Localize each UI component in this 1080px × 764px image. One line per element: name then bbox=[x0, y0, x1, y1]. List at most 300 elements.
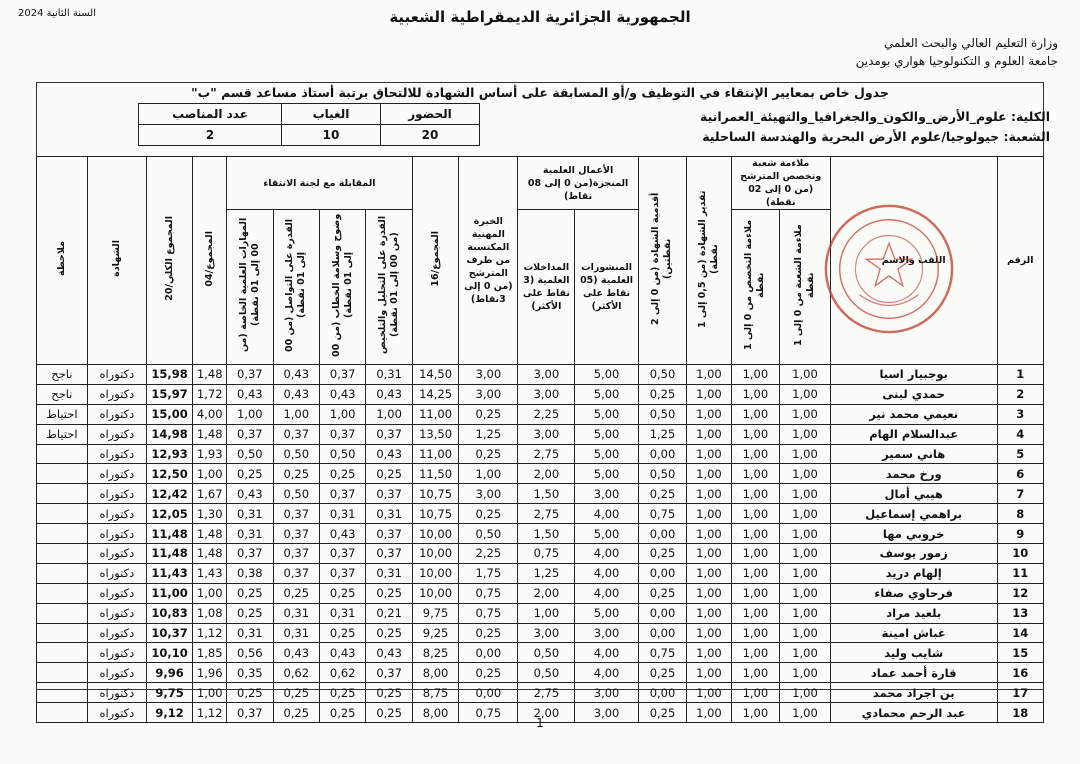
selection-table bbox=[36, 156, 1044, 723]
cell-an: 0,37 bbox=[366, 544, 412, 564]
cell-fs: 1,00 bbox=[731, 663, 780, 683]
table-row bbox=[37, 365, 1044, 385]
cell-name: بن اجراد محمد bbox=[830, 683, 997, 703]
cell-fs: 1,00 bbox=[731, 544, 780, 564]
cell-pub: 4,00 bbox=[575, 663, 638, 683]
cell-ca: 0,37 bbox=[273, 544, 319, 564]
cell-gr: 1,00 bbox=[687, 524, 731, 544]
cell-tot: 12,93 bbox=[146, 444, 192, 464]
cell-deg: دكتوراه bbox=[87, 623, 146, 643]
absent-value: 10 bbox=[282, 125, 381, 146]
cell-fs: 1,00 bbox=[731, 464, 780, 484]
cell-ca: 0,50 bbox=[273, 444, 319, 464]
page-number: 1 bbox=[536, 716, 544, 730]
cell-an: 0,31 bbox=[366, 365, 412, 385]
positions-value: 2 bbox=[139, 125, 282, 146]
cell-sk: 0,35 bbox=[227, 663, 273, 683]
cell-exp: 1,00 bbox=[459, 464, 518, 484]
cell-t04: 1,93 bbox=[193, 444, 227, 464]
cell-name: خروبي مها bbox=[830, 524, 997, 544]
cell-name: هاني سمير bbox=[830, 444, 997, 464]
cell-fb: 1,00 bbox=[780, 603, 831, 623]
cell-name: قارة أحمد عماد bbox=[830, 663, 997, 683]
cell-t16: 8,00 bbox=[412, 663, 458, 683]
absent-label: الغياب bbox=[282, 104, 381, 125]
col-fit-group: ملاءمة شعبة وتخصص المترشح (من 0 إلى 02 نقطة) bbox=[731, 157, 830, 210]
cell-exp: 0,00 bbox=[459, 643, 518, 663]
cell-tot: 12,42 bbox=[146, 484, 192, 504]
cell-name: براهمي إسماعيل bbox=[830, 504, 997, 524]
col-grade: تقدير الشهادة (من 0,5 إلى 1 نقطة) bbox=[687, 157, 731, 365]
table-row bbox=[37, 404, 1044, 424]
cell-pub: 5,00 bbox=[575, 384, 638, 404]
cell-an: 0,37 bbox=[366, 524, 412, 544]
cell-note bbox=[37, 504, 88, 524]
cell-sen: 0,50 bbox=[638, 365, 687, 385]
cell-fb: 1,00 bbox=[780, 544, 831, 564]
cell-cl: 1,00 bbox=[319, 404, 365, 424]
cell-exp: 0,25 bbox=[459, 623, 518, 643]
cell-sen: 1,25 bbox=[638, 424, 687, 444]
cell-tot: 12,05 bbox=[146, 504, 192, 524]
branch-line: الشعبة: جيولوجيا/علوم الأرض البحرية والهندسة الساحلية bbox=[702, 129, 1050, 144]
cell-pub: 4,00 bbox=[575, 504, 638, 524]
cell-n: 12 bbox=[997, 583, 1043, 603]
cell-t04: 1,12 bbox=[193, 623, 227, 643]
cell-pub: 4,00 bbox=[575, 563, 638, 583]
cell-fs: 1,00 bbox=[731, 703, 780, 723]
cell-ca: 0,50 bbox=[273, 484, 319, 504]
cell-exp: 0,75 bbox=[459, 603, 518, 623]
table-title: جدول خاص بمعايير الإنتقاء في التوظيف و/أو المسابقة على أساس الشهادة للالتحاق برتبة أستاذ مساعد قسم "ب" bbox=[191, 85, 889, 100]
cell-note bbox=[37, 464, 88, 484]
cell-n: 18 bbox=[997, 703, 1043, 723]
cell-note bbox=[37, 603, 88, 623]
cell-tot: 9,12 bbox=[146, 703, 192, 723]
cell-note: احتياط bbox=[37, 404, 88, 424]
cell-note: ناجح bbox=[37, 365, 88, 385]
faculty-line: الكلية: علوم_الأرض_والكون_والجغرافيا_والتهيئة_العمرانية bbox=[700, 109, 1050, 124]
cell-an: 0,25 bbox=[366, 683, 412, 703]
cell-pub: 5,00 bbox=[575, 444, 638, 464]
cell-ca: 0,25 bbox=[273, 583, 319, 603]
cell-t16: 10,00 bbox=[412, 583, 458, 603]
cell-sk: 0,50 bbox=[227, 444, 273, 464]
cell-com: 3,00 bbox=[518, 384, 575, 404]
cell-name: عبد الرحم محمادي bbox=[830, 703, 997, 723]
cell-sen: 0,25 bbox=[638, 703, 687, 723]
cell-an: 0,25 bbox=[366, 464, 412, 484]
cell-cl: 0,37 bbox=[319, 424, 365, 444]
cell-com: 1,00 bbox=[518, 603, 575, 623]
cell-gr: 1,00 bbox=[687, 663, 731, 683]
cell-n: 10 bbox=[997, 544, 1043, 564]
cell-com: 3,00 bbox=[518, 623, 575, 643]
cell-n: 16 bbox=[997, 663, 1043, 683]
col-degree: الشهادة bbox=[87, 157, 146, 365]
cell-an: 0,31 bbox=[366, 504, 412, 524]
cell-exp: 0,00 bbox=[459, 683, 518, 703]
cell-tot: 11,43 bbox=[146, 563, 192, 583]
table-row bbox=[37, 683, 1044, 703]
cell-com: 0,50 bbox=[518, 643, 575, 663]
cell-sen: 0,25 bbox=[638, 663, 687, 683]
cell-n: 1 bbox=[997, 365, 1043, 385]
ministry-block bbox=[856, 34, 1058, 70]
cell-name: فرحاوي صفاء bbox=[830, 583, 997, 603]
cell-name: بلعيد مراد bbox=[830, 603, 997, 623]
cell-cl: 0,37 bbox=[319, 544, 365, 564]
col-experience: الخبرة المهنية المكتسبة من طرف المترشح (من 0 إلى 3نقاط) bbox=[459, 157, 518, 365]
col-special-skills: المهارات العلمية الخاصة (من 00 إلى 01 نقطة) bbox=[227, 210, 273, 365]
cell-an: 0,37 bbox=[366, 424, 412, 444]
cell-n: 2 bbox=[997, 384, 1043, 404]
cell-fs: 1,00 bbox=[731, 444, 780, 464]
cell-note bbox=[37, 683, 88, 703]
cell-sk: 0,43 bbox=[227, 484, 273, 504]
cell-sk: 0,38 bbox=[227, 563, 273, 583]
cell-sk: 0,37 bbox=[227, 365, 273, 385]
cell-deg: دكتوراه bbox=[87, 524, 146, 544]
cell-tot: 15,00 bbox=[146, 404, 192, 424]
cell-sen: 0,00 bbox=[638, 603, 687, 623]
cell-deg: دكتوراه bbox=[87, 484, 146, 504]
cell-name: شايب وليد bbox=[830, 643, 997, 663]
cell-com: 1,50 bbox=[518, 524, 575, 544]
cell-fb: 1,00 bbox=[780, 583, 831, 603]
cell-fb: 1,00 bbox=[780, 504, 831, 524]
cell-t04: 1,00 bbox=[193, 683, 227, 703]
cell-note bbox=[37, 623, 88, 643]
cell-exp: 2,25 bbox=[459, 544, 518, 564]
col-name: اللقب والاسم bbox=[830, 157, 997, 365]
cell-tot: 12,50 bbox=[146, 464, 192, 484]
table-row bbox=[37, 524, 1044, 544]
cell-com: 0,75 bbox=[518, 544, 575, 564]
cell-gr: 1,00 bbox=[687, 583, 731, 603]
cell-note bbox=[37, 544, 88, 564]
table-row bbox=[37, 643, 1044, 663]
cell-fs: 1,00 bbox=[731, 365, 780, 385]
cell-t04: 1,72 bbox=[193, 384, 227, 404]
cell-com: 2,00 bbox=[518, 703, 575, 723]
cell-com: 1,50 bbox=[518, 484, 575, 504]
cell-sk: 0,25 bbox=[227, 603, 273, 623]
cell-cl: 0,25 bbox=[319, 623, 365, 643]
cell-gr: 1,00 bbox=[687, 603, 731, 623]
cell-fb: 1,00 bbox=[780, 663, 831, 683]
cell-t16: 11,50 bbox=[412, 464, 458, 484]
cell-cl: 0,37 bbox=[319, 484, 365, 504]
cell-name: عبدالسلام الهام bbox=[830, 424, 997, 444]
cell-exp: 0,25 bbox=[459, 444, 518, 464]
cell-fb: 1,00 bbox=[780, 484, 831, 504]
cell-name: هيبي أمال bbox=[830, 484, 997, 504]
ministry-name: وزارة التعليم العالي والبحث العلمي bbox=[884, 36, 1058, 50]
cell-deg: دكتوراه bbox=[87, 703, 146, 723]
cell-t16: 10,00 bbox=[412, 524, 458, 544]
col-fit-branch: ملاءمة الشعبة من 0 إلى 1 نقطة bbox=[780, 210, 831, 365]
table-row bbox=[37, 384, 1044, 404]
cell-fb: 1,00 bbox=[780, 683, 831, 703]
cell-fs: 1,00 bbox=[731, 524, 780, 544]
cell-t16: 11,00 bbox=[412, 444, 458, 464]
cell-n: 6 bbox=[997, 464, 1043, 484]
cell-name: بوجبيار اسيا bbox=[830, 365, 997, 385]
cell-name: حمدي لبنى bbox=[830, 384, 997, 404]
cell-tot: 11,48 bbox=[146, 524, 192, 544]
cell-n: 4 bbox=[997, 424, 1043, 444]
cell-sen: 0,75 bbox=[638, 643, 687, 663]
cell-fb: 1,00 bbox=[780, 703, 831, 723]
cell-gr: 1,00 bbox=[687, 683, 731, 703]
col-communications: المداخلات العلمية (3 نقاط على الأكثر) bbox=[518, 210, 575, 365]
cell-fs: 1,00 bbox=[731, 563, 780, 583]
cell-cl: 0,25 bbox=[319, 703, 365, 723]
cell-gr: 1,00 bbox=[687, 504, 731, 524]
cell-deg: دكتوراه bbox=[87, 444, 146, 464]
cell-name: غباش امينة bbox=[830, 623, 997, 643]
col-publications: المنشورات العلمية (05 نقاط على الأكثر) bbox=[575, 210, 638, 365]
cell-pub: 4,00 bbox=[575, 583, 638, 603]
table-row bbox=[37, 663, 1044, 683]
cell-fs: 1,00 bbox=[731, 384, 780, 404]
cell-an: 0,31 bbox=[366, 563, 412, 583]
cell-t04: 1,48 bbox=[193, 544, 227, 564]
cell-t16: 13,50 bbox=[412, 424, 458, 444]
cell-ca: 0,25 bbox=[273, 683, 319, 703]
cell-com: 2,00 bbox=[518, 583, 575, 603]
cell-deg: دكتوراه bbox=[87, 365, 146, 385]
table-row bbox=[37, 484, 1044, 504]
cell-ca: 0,37 bbox=[273, 504, 319, 524]
cell-ca: 0,37 bbox=[273, 524, 319, 544]
cell-n: 9 bbox=[997, 524, 1043, 544]
cell-exp: 3,00 bbox=[459, 365, 518, 385]
cell-fb: 1,00 bbox=[780, 623, 831, 643]
cell-pub: 4,00 bbox=[575, 643, 638, 663]
cell-ca: 0,37 bbox=[273, 424, 319, 444]
cell-tot: 9,75 bbox=[146, 683, 192, 703]
cell-fb: 1,00 bbox=[780, 464, 831, 484]
col-rank: الرقم bbox=[997, 157, 1043, 365]
cell-n: 7 bbox=[997, 484, 1043, 504]
cell-cl: 0,62 bbox=[319, 663, 365, 683]
cell-t04: 1,85 bbox=[193, 643, 227, 663]
cell-pub: 3,00 bbox=[575, 484, 638, 504]
cell-exp: 1,75 bbox=[459, 563, 518, 583]
cell-note bbox=[37, 484, 88, 504]
cell-cl: 0,25 bbox=[319, 683, 365, 703]
col-works-group: الأعمال العلمية المنجزة(من 0 إلى 08 نقاط) bbox=[518, 157, 638, 210]
table-row bbox=[37, 563, 1044, 583]
cell-gr: 1,00 bbox=[687, 623, 731, 643]
cell-n: 14 bbox=[997, 623, 1043, 643]
cell-ca: 0,31 bbox=[273, 623, 319, 643]
cell-deg: دكتوراه bbox=[87, 583, 146, 603]
cell-deg: دكتوراه bbox=[87, 563, 146, 583]
col-grand-total: المجموع الكلي/20 bbox=[146, 157, 192, 365]
cell-note bbox=[37, 583, 88, 603]
cell-note: احتياط bbox=[37, 424, 88, 444]
cell-deg: دكتوراه bbox=[87, 544, 146, 564]
cell-t04: 1,96 bbox=[193, 663, 227, 683]
cell-sen: 0,25 bbox=[638, 544, 687, 564]
cell-com: 3,00 bbox=[518, 365, 575, 385]
cell-fs: 1,00 bbox=[731, 623, 780, 643]
cell-exp: 0,25 bbox=[459, 404, 518, 424]
cell-name: إلهام دريد bbox=[830, 563, 997, 583]
cell-cl: 0,43 bbox=[319, 524, 365, 544]
cell-n: 5 bbox=[997, 444, 1043, 464]
cell-com: 3,00 bbox=[518, 424, 575, 444]
cell-fb: 1,00 bbox=[780, 643, 831, 663]
cell-an: 0,43 bbox=[366, 444, 412, 464]
cell-sen: 0,00 bbox=[638, 563, 687, 583]
table-row bbox=[37, 583, 1044, 603]
table-row bbox=[37, 464, 1044, 484]
cell-t16: 8,25 bbox=[412, 643, 458, 663]
cell-cl: 0,43 bbox=[319, 643, 365, 663]
cell-cl: 0,25 bbox=[319, 583, 365, 603]
cell-name: نعيمي محمد نير bbox=[830, 404, 997, 424]
cell-t16: 10,75 bbox=[412, 504, 458, 524]
cell-com: 2,75 bbox=[518, 444, 575, 464]
cell-gr: 1,00 bbox=[687, 464, 731, 484]
positions-label: عدد المناصب bbox=[139, 104, 282, 125]
cell-t04: 1,43 bbox=[193, 563, 227, 583]
table-body bbox=[37, 365, 1044, 723]
cell-fs: 1,00 bbox=[731, 484, 780, 504]
cell-t16: 10,75 bbox=[412, 484, 458, 504]
cell-sk: 1,00 bbox=[227, 404, 273, 424]
cell-exp: 0,25 bbox=[459, 504, 518, 524]
cell-pub: 4,00 bbox=[575, 544, 638, 564]
cell-fb: 1,00 bbox=[780, 404, 831, 424]
cell-sk: 0,31 bbox=[227, 623, 273, 643]
cell-fb: 1,00 bbox=[780, 424, 831, 444]
cell-note: ناجح bbox=[37, 384, 88, 404]
cell-fb: 1,00 bbox=[780, 365, 831, 385]
cell-cl: 0,31 bbox=[319, 504, 365, 524]
present-value: 20 bbox=[381, 125, 480, 146]
cell-n: 13 bbox=[997, 603, 1043, 623]
cell-pub: 3,00 bbox=[575, 623, 638, 643]
cell-pub: 5,00 bbox=[575, 603, 638, 623]
cell-tot: 10,10 bbox=[146, 643, 192, 663]
cell-sen: 0,25 bbox=[638, 384, 687, 404]
cell-exp: 0,50 bbox=[459, 524, 518, 544]
cell-gr: 1,00 bbox=[687, 643, 731, 663]
col-fit-spec: ملاءمة التخصص من 0 إلى 1 نقطة bbox=[731, 210, 780, 365]
cell-an: 0,37 bbox=[366, 484, 412, 504]
cell-deg: دكتوراه bbox=[87, 384, 146, 404]
cell-exp: 0,25 bbox=[459, 663, 518, 683]
cell-note bbox=[37, 563, 88, 583]
cell-an: 0,25 bbox=[366, 583, 412, 603]
cell-sen: 0,50 bbox=[638, 464, 687, 484]
cell-t16: 9,25 bbox=[412, 623, 458, 643]
cell-gr: 1,00 bbox=[687, 563, 731, 583]
cell-pub: 5,00 bbox=[575, 365, 638, 385]
cell-sk: 0,37 bbox=[227, 544, 273, 564]
cell-ca: 0,25 bbox=[273, 703, 319, 723]
cell-deg: دكتوراه bbox=[87, 683, 146, 703]
cell-pub: 5,00 bbox=[575, 424, 638, 444]
cell-tot: 15,97 bbox=[146, 384, 192, 404]
cell-t16: 14,25 bbox=[412, 384, 458, 404]
col-analysis: القدرة على التحليل والتلخيص (من 00 إلى 01 نقطة) bbox=[366, 210, 412, 365]
cell-sen: 0,00 bbox=[638, 623, 687, 643]
cell-sk: 0,56 bbox=[227, 643, 273, 663]
cell-sen: 0,00 bbox=[638, 524, 687, 544]
cell-sen: 0,00 bbox=[638, 444, 687, 464]
col-total04: المجموع/04 bbox=[193, 157, 227, 365]
cell-t04: 1,48 bbox=[193, 524, 227, 544]
cell-fb: 1,00 bbox=[780, 563, 831, 583]
cell-fs: 1,00 bbox=[731, 603, 780, 623]
cell-tot: 15,98 bbox=[146, 365, 192, 385]
cell-pub: 3,00 bbox=[575, 683, 638, 703]
cell-tot: 14,98 bbox=[146, 424, 192, 444]
cell-sk: 0,31 bbox=[227, 504, 273, 524]
cell-sk: 0,25 bbox=[227, 464, 273, 484]
cell-an: 0,37 bbox=[366, 663, 412, 683]
cell-exp: 0,75 bbox=[459, 703, 518, 723]
year-note: السنة الثانية 2024 bbox=[18, 8, 96, 19]
cell-gr: 1,00 bbox=[687, 544, 731, 564]
cell-deg: دكتوراه bbox=[87, 404, 146, 424]
cell-tot: 11,48 bbox=[146, 544, 192, 564]
cell-note bbox=[37, 444, 88, 464]
cell-fs: 1,00 bbox=[731, 404, 780, 424]
present-label: الحضور bbox=[381, 104, 480, 125]
cell-sk: 0,43 bbox=[227, 384, 273, 404]
cell-com: 2,00 bbox=[518, 464, 575, 484]
cell-fs: 1,00 bbox=[731, 643, 780, 663]
cell-t16: 9,75 bbox=[412, 603, 458, 623]
cell-tot: 10,37 bbox=[146, 623, 192, 643]
cell-gr: 1,00 bbox=[687, 703, 731, 723]
col-note: ملاحظة bbox=[37, 157, 88, 365]
cell-t16: 10,00 bbox=[412, 563, 458, 583]
cell-t04: 1,30 bbox=[193, 504, 227, 524]
col-seniority: أقدمية الشهادة (من 0 إلى 2 نقطتين) bbox=[638, 157, 687, 365]
cell-sk: 0,25 bbox=[227, 583, 273, 603]
cell-com: 2,25 bbox=[518, 404, 575, 424]
cell-deg: دكتوراه bbox=[87, 464, 146, 484]
table-row bbox=[37, 623, 1044, 643]
cell-an: 1,00 bbox=[366, 404, 412, 424]
cell-sen: 0,50 bbox=[638, 404, 687, 424]
cell-t04: 1,00 bbox=[193, 464, 227, 484]
cell-ca: 0,43 bbox=[273, 643, 319, 663]
table-row bbox=[37, 544, 1044, 564]
cell-fs: 1,00 bbox=[731, 504, 780, 524]
cell-t04: 1,08 bbox=[193, 603, 227, 623]
cell-cl: 0,25 bbox=[319, 464, 365, 484]
cell-sen: 0,25 bbox=[638, 484, 687, 504]
cell-gr: 1,00 bbox=[687, 484, 731, 504]
cell-pub: 5,00 bbox=[575, 404, 638, 424]
cell-fb: 1,00 bbox=[780, 524, 831, 544]
faculty-block bbox=[700, 107, 1050, 147]
col-total16: المجموع/16 bbox=[412, 157, 458, 365]
cell-ca: 0,37 bbox=[273, 563, 319, 583]
cell-gr: 1,00 bbox=[687, 384, 731, 404]
cell-gr: 1,00 bbox=[687, 444, 731, 464]
cell-ca: 0,31 bbox=[273, 603, 319, 623]
